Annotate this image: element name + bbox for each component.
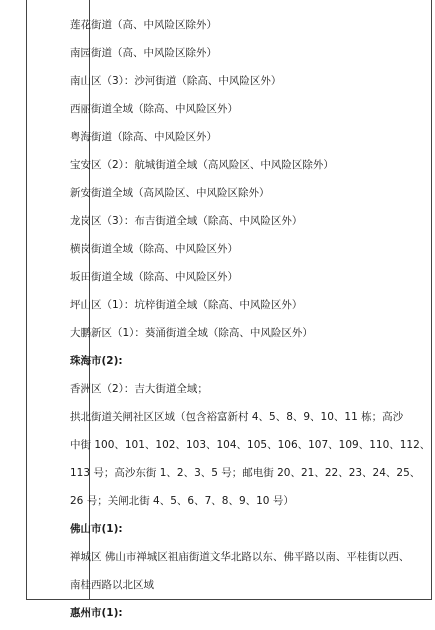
area-line-henggang: 横岗街道全域（除高、中风险区外） [70,243,238,255]
area-line-bantian: 坂田街道全域（除高、中风险区外） [70,271,238,283]
area-line-pingshan: 坪山区（1）：坑梓街道全域（除高、中风险区外） [70,299,303,311]
area-line-lianhua: 莲花街道（高、中风险区除外） [70,19,217,31]
area-line-gongbei-2: 中街 100、101、102、103、104、105、106、107、109、110、112、 [70,439,431,451]
area-line-yuehai: 粤海街道（除高、中风险区外） [70,131,217,143]
area-line-xiangzhou: 香洲区（2）：吉大街道全域； [70,383,208,395]
area-line-chancheng-1: 禅城区 佛山市禅城区祖庙街道文华北路以东、佛平路以南、平桂街以西、 [70,551,410,563]
area-line-baoan: 宝安区（2）：航城街道全域（高风险区、中风险区除外） [70,159,334,171]
area-line-nanshan: 南山区（3）：沙河街道（除高、中风险区外） [70,75,282,87]
area-line-nanyuan: 南园街道（高、中风险区除外） [70,47,217,59]
area-line-gongbei-3: 113 号；高沙东街 1、2、3、5 号；邮电街 20、21、22、23、24、25、 [70,467,421,479]
area-line-chancheng-2: 南桂西路以北区域 [70,579,154,591]
area-line-gongbei-4: 26 号；关闸北街 4、5、6、7、8、9、10 号） [70,495,294,507]
city-heading-foshan: 佛山市(1): [70,523,123,535]
city-heading-huizhou: 惠州市(1): [70,607,123,619]
area-line-dapeng: 大鹏新区（1）：葵涌街道全域（除高、中风险区外） [70,327,313,339]
city-heading-zhuhai: 珠海市(2): [70,355,123,367]
area-line-longgang: 龙岗区（3）：布吉街道全域（除高、中风险区外） [70,215,303,227]
area-line-gongbei-1: 拱北街道关闸社区区域（包含裕富新村 4、5、8、9、10、11 栋；高沙 [70,411,404,423]
area-line-xili: 西丽街道全域（除高、中风险区外） [70,103,238,115]
area-line-xinan: 新安街道全域（高风险区、中风险区除外） [70,187,270,199]
